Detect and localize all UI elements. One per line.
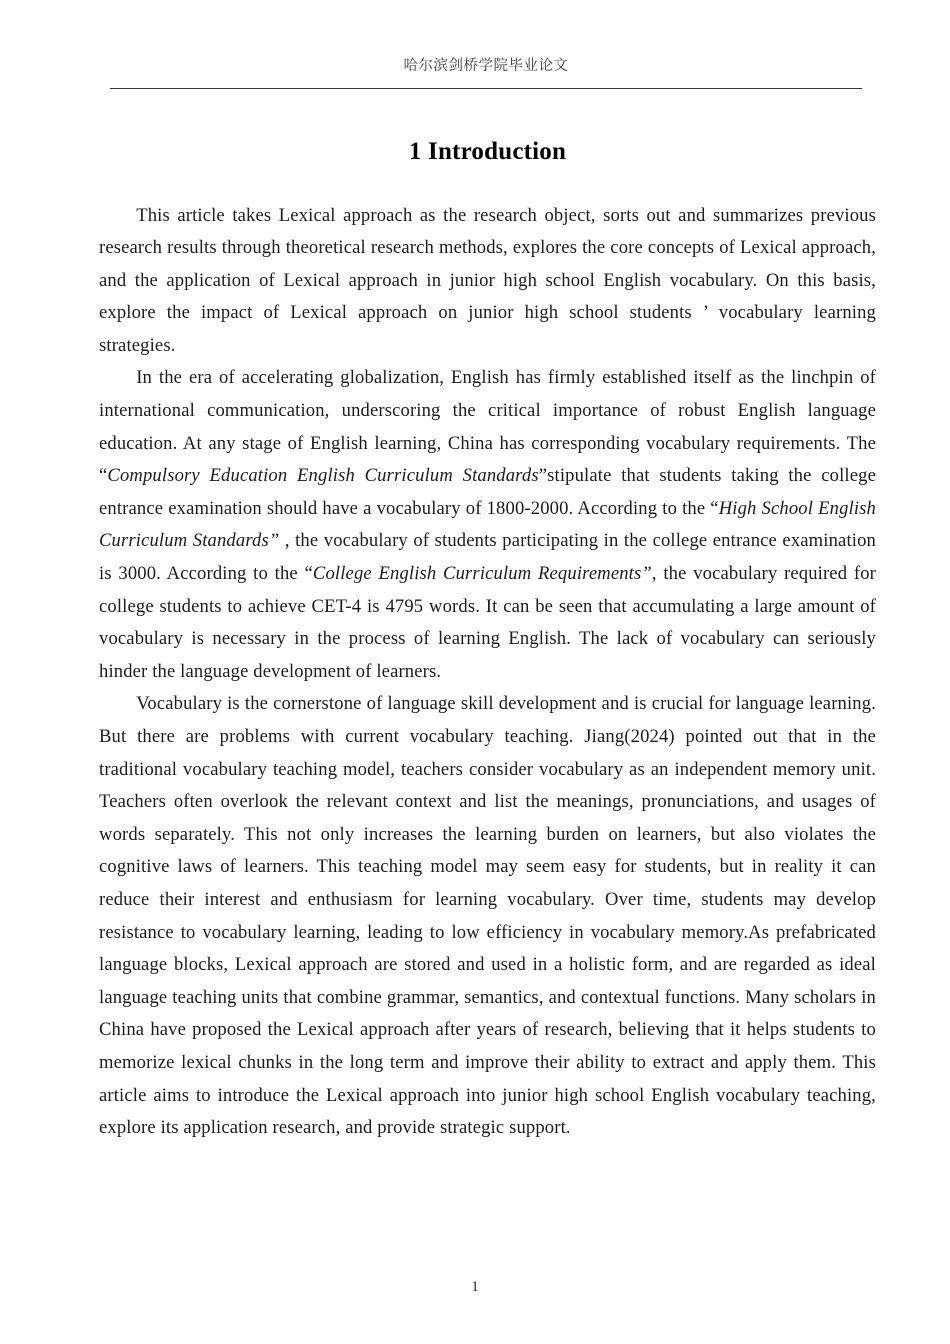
citation-title-college-english-requirements: College English Curriculum Requirements” [312, 563, 652, 585]
paragraph-2-segment-1: In the era of accelerating globalization, English has firmly established itself as the linchpin of international communication, underscoring the critical importance of robust English language education. At any stage of English learning, China has corresponding vocabulary requirements. The “ [99, 367, 876, 487]
document-body [99, 118, 876, 1145]
running-header-text: 哈尔滨剑桥学院毕业论文 [403, 58, 569, 74]
paragraph-3-text: Vocabulary is the cornerstone of language skill development and is crucial for language learning. But there are problems with current vocabulary teaching. Jiang(2024) pointed out that in the traditional vocabulary teaching model, teachers consider vocabulary as an independent memory unit. Teachers often overlook the relevant context and list the meanings, pronunciations, and usages of words separately. This not only increases the learning burden on learners, but also violates the cognitive laws of learners. This teaching model may seem easy for students, but in reality it can reduce their interest and enthusiasm for learning vocabulary. Over time, students may develop resistance to vocabulary learning, leading to low efficiency in vocabulary memory.As prefabricated language blocks, Lexical approach are stored and used in a holistic form, and are regarded as ideal language teaching units that combine grammar, semantics, and contextual functions. Many scholars in China have proposed the Lexical approach after years of research, believing that it helps students to memorize lexical chunks in the long term and improve their ability to extract and apply them. This article aims to introduce the Lexical approach into junior high school English vocabulary teaching, explore its application research, and provide strategic support. [99, 693, 876, 1139]
citation-title-high-school-standards: High School English Curriculum Standards” [99, 497, 876, 552]
paragraph-2-segment-3: ”stipulate that students taking the college entrance examination should have a vocabulary of 1800-2000. According to the “ [99, 465, 876, 519]
paragraph-vocabulary-teaching-problems [99, 688, 876, 1144]
citation-title-compulsory-education-standards: Compulsory Education English Curriculum Standards [107, 465, 539, 487]
paragraph-1-text: This article takes Lexical approach as the research object, sorts out and summarizes previous research results through theoretical research methods, explores the core concepts of Lexical approach, and the application of Lexical approach in junior high school English vocabulary. On this basis, explore the impact of Lexical approach on junior high school students ’ vocabulary learning strategies. [99, 204, 876, 356]
paragraph-abstract-scope [99, 200, 876, 363]
header-divider-rule [110, 88, 862, 89]
paragraph-2-segment-7: , the vocabulary required for college students to achieve CET-4 is 4795 words. It can be seen that accumulating a large amount of vocabulary is necessary in the process of learning English. The lack of vocabulary can seriously hinder the language development of learners. [99, 563, 876, 682]
paragraph-2-segment-5: , the vocabulary of students participating in the college entrance examination is 3000. According to the “ [99, 530, 876, 585]
page-number: 1 [471, 1279, 479, 1295]
section-heading-introduction: 1 Introduction [408, 138, 567, 165]
running-header [110, 58, 862, 82]
paragraph-globalization-standards [99, 362, 876, 688]
